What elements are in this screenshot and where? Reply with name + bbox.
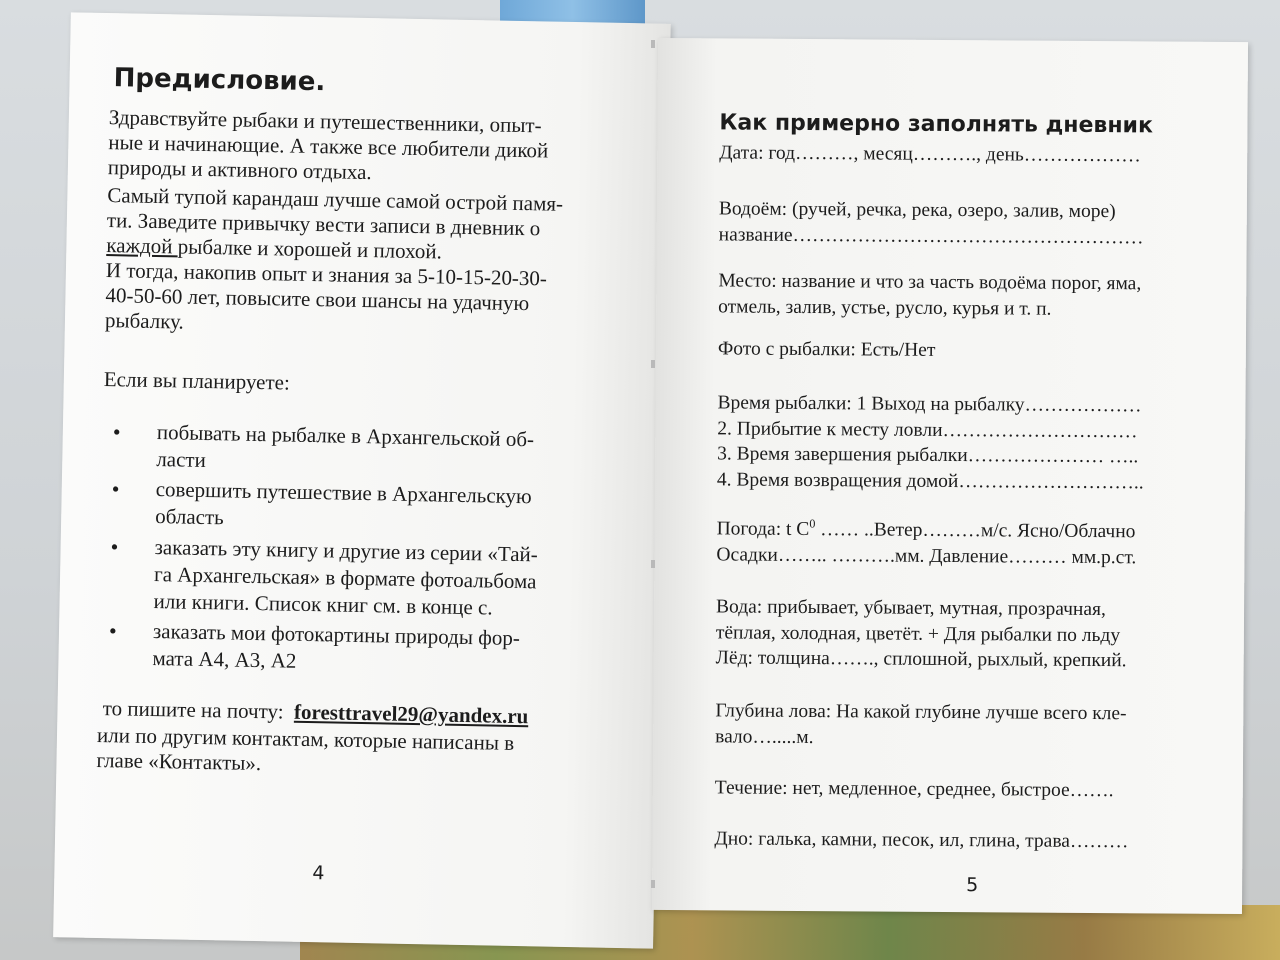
binding-thread [651, 880, 655, 888]
bottom: Дно: галька, камни, песок, ил, глина, трава……… [714, 828, 1129, 853]
p2-line-1: Самый тупой карандаш лучше самой острой памя- [107, 183, 564, 216]
bullet-text: совершить путешествие в Архангельскую область [155, 477, 532, 530]
place: Место: название и что за часть водоёма порог, яма, отмель, залив, устье, русло, курья и т. п. [718, 270, 1142, 320]
bullet-item [108, 617, 575, 680]
p2-line-3: рыбалке и хорошей и плохой. [177, 234, 443, 264]
contact-prefix: то пишите на почту: [97, 695, 295, 724]
preface-title: Предисловие. [113, 63, 326, 98]
preface-paragraph-3: И тогда, накопив опыт и знания за 5-10-15-20-30- 40-50-60 лет, повысите свои шансы на удачную рыбалку. [104, 258, 548, 334]
bullet-dot-icon: • [112, 419, 121, 445]
water-body: Водоём: (ручей, речка, река, озеро, залив, море) название……………………………………………… [718, 198, 1144, 248]
bullet-item [110, 533, 576, 623]
p2-line-2: ти. Заведите привычку вести записи в дневник о [106, 208, 541, 241]
binding-thread [651, 560, 655, 568]
current: Течение: нет, медленное, среднее, быстрое……. [714, 777, 1114, 802]
email-link[interactable]: foresttravel29@yandex.ru [293, 699, 529, 729]
weather-post: …… ..Ветер………м/с. Ясно/Облачно Осадки…….. ……….мм. Давление……… мм.р.ст. [716, 519, 1137, 568]
bullet-dot-icon: • [108, 618, 117, 644]
p2-underlined-word: каждой [106, 233, 179, 259]
page-number-right: 5 [966, 874, 979, 897]
bullet-text: заказать мои фотокартины природы фор- мата А4, А3, А2 [152, 619, 521, 673]
page-number-left: 4 [312, 862, 325, 885]
fishing-time: Время рыбалки: 1 Выход на рыбалку……………… 2. Прибытие к месту ловли………………………… 3. Время завершения рыбалки………………… ….. 4. Время возвращения домой……………………….. [716, 392, 1144, 493]
contact-suffix: или по другим контактам, которые написаны в главе «Контакты». [96, 722, 515, 776]
preface-paragraph-2 [106, 183, 627, 268]
bullet-item [111, 475, 578, 538]
binding-thread [651, 360, 655, 368]
weather-pre: Погода: t C [716, 518, 810, 541]
weather [716, 516, 1226, 571]
bullet-item [112, 418, 579, 481]
right-page [652, 38, 1248, 914]
binding-thread [651, 40, 655, 48]
water-conditions: Вода: прибывает, убывает, мутная, прозрачная, тёплая, холодная, цветёт. + Для рыбалки по льду Лёд: толщина……., сплошной, рыхлый, крепкий. [715, 596, 1127, 672]
date-line: Дата: год………, месяц………., день……………… [719, 142, 1141, 167]
bullet-dot-icon: • [111, 476, 120, 502]
preface-paragraph-1: Здравствуйте рыбаки и путешественники, опыт- ные и начинающие. А также все любители дикой природы и активного отдыха. [107, 105, 549, 185]
plans-intro: Если вы планируете: [103, 367, 291, 395]
depth: Глубина лова: На какой глубине лучше всего кле- вало….....м. [715, 700, 1127, 748]
bullet-dot-icon: • [110, 534, 119, 560]
bullet-text: побывать на рыбалке в Архангельской об- ласти [156, 420, 535, 472]
weather-degree: 0 [809, 516, 816, 531]
diary-title: Как примерно заполнять дневник [719, 110, 1154, 139]
left-page [53, 12, 671, 948]
bullet-text: заказать эту книгу и другие из серии «Тай- га Архангельская» в формате фотоальбома или книги. Список книг см. в конце с. [153, 535, 538, 620]
photo: Фото с рыбалки: Есть/Нет [717, 338, 936, 361]
